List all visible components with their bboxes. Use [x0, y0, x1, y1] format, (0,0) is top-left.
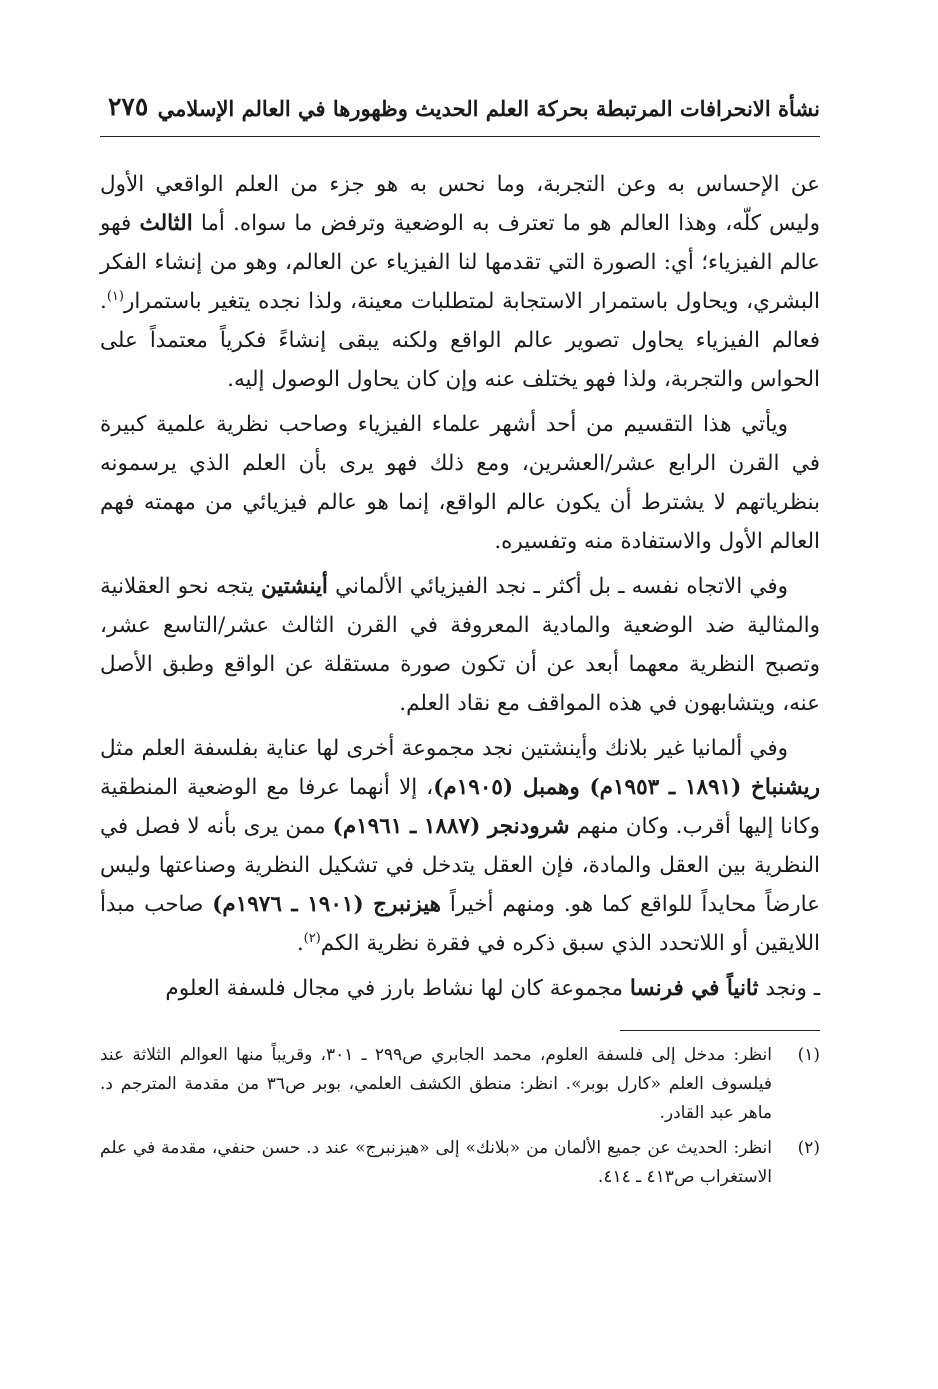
footnote-divider	[620, 1030, 820, 1031]
paragraph-1	[100, 165, 820, 399]
paragraph-4	[100, 729, 820, 963]
footnote-text: انظر: الحديث عن جميع الألمان من «بلانك» إلى «هيزنبرج» عند د. حسن حنفي، مقدمة في علم الاستغراب ص٤١٣ ـ ٤١٤.	[100, 1138, 772, 1187]
paragraph-text: يتجه نحو العقلانية والمثالية ضد الوضعية والمادية المعروفة في القرن الثالث عشر/التاسع عشر، وتصبح النظرية معهما أبعد عن أن تكون صورة مستقلة عن الواقع وطبق الأصل عنه، ويتشابهون في هذه المواقف مع نقاد العلم.	[100, 574, 820, 716]
paragraph-text: . فعالم الفيزياء يحاول تصوير عالم الواقع ولكنه يبقى إنشاءً فكرياً معتمداً على الحواس والتجربة، ولذا فهو يختلف عنه وإن كان يحاول الوصول إليه.	[100, 289, 820, 392]
bold-term: شرودنجر (١٨٨٧ ـ ١٩٦١م)	[332, 814, 570, 839]
footnote-number: (١)	[797, 1045, 820, 1065]
bold-term: أينشتين	[260, 574, 328, 599]
footnote-ref: (١)	[106, 288, 124, 304]
main-text	[100, 165, 820, 1008]
paragraph-text: ويأتي هذا التقسيم من أحد أشهر علماء الفيزياء وصاحب نظرية علمية كبيرة في القرن الرابع عشر/العشرين، ومع ذلك فهو يرى بأن العلم الذي يرسمونه بنظرياتهم لا يشترط أن يكون عالم الواقع، إنما هو عالم فيزيائي من مهمته فهم العالم الأول والاستفادة منه وتفسيره.	[100, 412, 820, 554]
paragraph-2	[100, 405, 820, 561]
footnote-number: (٢)	[797, 1138, 820, 1158]
running-title: نشأة الانحرافات المرتبطة بحركة العلم الحديث وظهورها في العالم الإسلامي	[157, 96, 820, 121]
paragraph-text: وفي ألمانيا غير بلانك وأينشتين نجد مجموعة أخرى لها عناية بفلسفة العلم مثل	[100, 736, 788, 761]
paragraph-text: ـ ونجد	[765, 976, 820, 1001]
bold-term: ثانياً في فرنسا	[629, 976, 759, 1001]
paragraph-text: ، إلا أنهما عرفا مع الوضعية المنطقية وكانا إليها أقرب. وكان منهم	[100, 775, 820, 839]
bold-term: هيزنبرج (١٩٠١ ـ ١٩٧٦م)	[212, 892, 442, 917]
book-page	[100, 90, 820, 1198]
paragraph-text: عن الإحساس به وعن التجربة، وما نحس به هو جزء من العلم الواقعي الأول وليس كلّه، وهذا العالم هو ما تعترف به الوضعية وترفض ما سواه. أما	[100, 172, 820, 236]
page-number: ٢٧٥	[108, 92, 149, 121]
footnote-2	[100, 1134, 820, 1192]
paragraph-text: صاحب مبدأ اللايقين أو اللاتحدد الذي سبق ذكره في فقرة نظرية الكم	[100, 892, 820, 956]
paragraph-text: وفي الاتجاه نفسه ـ بل أكثر ـ نجد الفيزيائي الألماني	[335, 574, 788, 599]
bold-term: ريشنباخ (١٨٩١ ـ ١٩٥٣م) وهمبل (١٩٠٥م)	[433, 775, 820, 800]
paragraph-text: مجموعة كان لها نشاط بارز في مجال فلسفة العلوم	[165, 976, 624, 1001]
footnotes	[100, 1041, 820, 1192]
paragraph-text: فهو عالم الفيزياء؛ أي: الصورة التي تقدمها لنا الفيزياء عن العالم، وهو من إنشاء الفكر البشري، ويحاول باستمرار الاستجابة لمتطلبات معينة، ولذا نجده يتغير باستمرار	[100, 211, 820, 314]
paragraph-text: ممن يرى بأنه لا فصل في النظرية بين العقل والمادة، فإن العقل يتدخل في تشكيل النظرية وصناعتها وليس عارضاً محايداً للواقع كما هو. ومنهم أخيراً	[100, 814, 820, 917]
footnote-text: انظر: مدخل إلى فلسفة العلوم، محمد الجابري ص٢٩٩ ـ ٣٠١، وقريباً منها العوالم الثلاثة عند فيلسوف العلم «كارل بوبر». انظر: منطق الكشف العلمي، بوبر ص٣٦ من مقدمة المترجم د. ماهر عبد القادر.	[100, 1045, 772, 1123]
paragraph-5	[100, 969, 820, 1008]
bold-term: الثالث	[139, 211, 193, 236]
paragraph-text: .	[296, 931, 304, 956]
running-header	[100, 90, 820, 137]
footnote-ref: (٢)	[303, 930, 321, 946]
paragraph-3	[100, 567, 820, 723]
footnote-1	[100, 1041, 820, 1128]
